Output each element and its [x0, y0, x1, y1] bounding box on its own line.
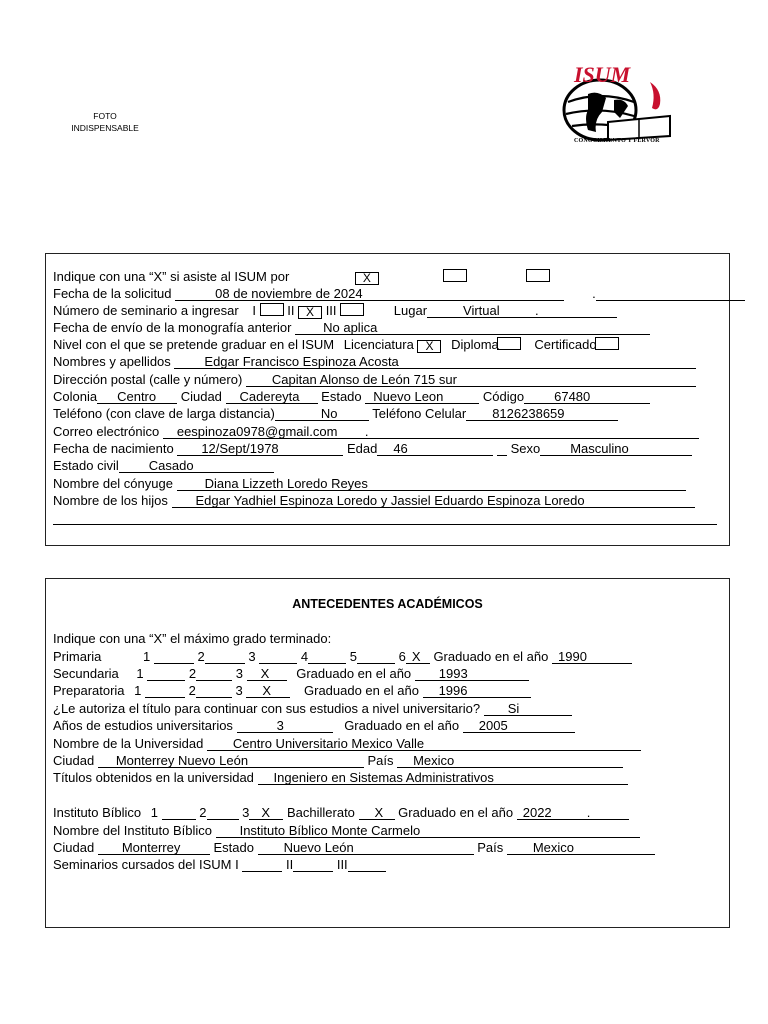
primaria-6[interactable]: X — [406, 649, 430, 665]
nacimiento-field[interactable]: 12/Sept/1978 — [177, 441, 343, 457]
edad-field[interactable]: 46 — [377, 441, 493, 457]
conyuge-row: Nombre del cónyuge Diana Lizzeth Loredo Reyes — [53, 476, 686, 492]
seminario-III-checkbox[interactable] — [340, 303, 364, 316]
inst-estado-field[interactable]: Nuevo León — [258, 840, 474, 856]
primaria-3[interactable] — [259, 649, 297, 665]
monografia-row: Fecha de envío de la monografía anterior No aplica — [53, 320, 650, 336]
secundaria-2[interactable] — [196, 666, 232, 682]
isum-logo — [558, 60, 676, 150]
primaria-5[interactable] — [357, 649, 395, 665]
primaria-1[interactable] — [154, 649, 194, 665]
seminarios-II[interactable] — [293, 857, 333, 873]
inst-pais-field[interactable]: Mexico — [507, 840, 655, 856]
secundaria-row: Secundaria 1 2 3 X Graduado en el año 1993 — [53, 666, 529, 682]
autoriza-field[interactable]: Si — [484, 701, 572, 717]
direccion-row: Dirección postal (calle y número) Capitan Alonso de León 715 sur — [53, 372, 696, 388]
anios-field[interactable]: 3 — [237, 718, 333, 734]
hijos-row: Nombre de los hijos Edgar Yadhiel Espinoza Loredo y Jassiel Eduardo Espinoza Loredo — [53, 493, 695, 509]
telefono-row: Teléfono (con clave de larga distancia) No Teléfono Celular 8126238659 — [53, 406, 618, 422]
nombres-row: Nombres y apellidos Edgar Francisco Espinoza Acosta — [53, 354, 696, 370]
colonia-row: Colonia Centro Ciudad Cadereyta Estado Nuevo Leon Código 67480 — [53, 389, 650, 405]
estado-civil-field[interactable]: Casado — [119, 458, 274, 474]
inst-ciudad-row: Ciudad Monterrey Estado Nuevo León País Mexico — [53, 840, 655, 856]
biblico-year[interactable]: 2022 — [517, 805, 587, 821]
diploma-checkbox[interactable] — [497, 337, 521, 350]
ciudad-field[interactable]: Cadereyta — [226, 389, 318, 405]
seminario-II-checkbox[interactable]: X — [298, 306, 322, 319]
biblico-row: Instituto Bíblico 1 2 3 X Bachillerato X Graduado en el año 2022 . — [53, 805, 629, 821]
titulos-field[interactable]: Ingeniero en Sistemas Administrativos — [258, 770, 628, 786]
inst-nombre-row: Nombre del Instituto Bíblico Instituto Bíblico Monte Carmelo — [53, 823, 640, 839]
seminario-I-checkbox[interactable] — [260, 303, 284, 316]
correo-field[interactable]: eespinoza0978@gmail.com — [163, 424, 363, 440]
primaria-row: Primaria 1 2 3 4 5 6 X Graduado en el año 1990 — [53, 649, 632, 665]
bachillerato-field[interactable]: X — [359, 805, 395, 821]
academic-intro: Indique con una “X” el máximo grado terminado: — [53, 631, 332, 646]
lugar-field[interactable]: Virtual — [427, 303, 507, 319]
telefono-field[interactable]: No — [275, 406, 369, 422]
secundaria-year[interactable]: 1993 — [415, 666, 529, 682]
secundaria-3[interactable]: X — [247, 666, 287, 682]
univ-ciudad-field[interactable]: Monterrey Nuevo León — [98, 753, 364, 769]
attendance-row: Indique con una “X” si asiste al ISUM por X — [53, 269, 550, 285]
academic-heading: ANTECEDENTES ACADÉMICOS — [292, 597, 483, 611]
primaria-year[interactable]: 1990 — [552, 649, 632, 665]
preparatoria-2[interactable] — [196, 683, 232, 699]
estado-field[interactable]: Nuevo Leon — [365, 389, 479, 405]
preparatoria-year[interactable]: 1996 — [423, 683, 531, 699]
attend-checkbox-1[interactable]: X — [355, 272, 379, 285]
sexo-field[interactable]: Masculino — [540, 441, 692, 457]
licenciatura-checkbox[interactable]: X — [417, 340, 441, 353]
attend-checkbox-2[interactable] — [443, 269, 467, 282]
certificado-checkbox[interactable] — [595, 337, 619, 350]
anios-row: Años de estudios universitarios 3 Graduado en el año 2005 — [53, 718, 575, 734]
hijos-extra-line[interactable] — [53, 510, 717, 526]
preparatoria-row: Preparatoria 1 2 3 X Graduado en el año 1996 — [53, 683, 531, 699]
photo-label: FOTO — [93, 111, 117, 121]
univ-year[interactable]: 2005 — [463, 718, 575, 734]
estado-civil-row: Estado civil Casado — [53, 458, 274, 474]
hijos-field[interactable]: Edgar Yadhiel Espinoza Loredo y Jassiel Eduardo Espinoza Loredo — [172, 493, 695, 509]
biblico-3[interactable]: X — [249, 805, 283, 821]
monografia-field[interactable]: No aplica — [295, 320, 650, 336]
celular-field[interactable]: 8126238659 — [466, 406, 618, 422]
nacimiento-row: Fecha de nacimiento 12/Sept/1978 Edad 46 Sexo Masculino — [53, 441, 692, 457]
colonia-field[interactable]: Centro — [97, 389, 177, 405]
conyuge-field[interactable]: Diana Lizzeth Loredo Reyes — [177, 476, 686, 492]
titulos-row: Títulos obtenidos en la universidad Ingeniero en Sistemas Administrativos — [53, 770, 628, 786]
fecha-solicitud-row: Fecha de la solicitud 08 de noviembre de 2024 . — [53, 286, 745, 302]
universidad-field[interactable]: Centro Universitario Mexico Valle — [207, 736, 641, 752]
inst-ciudad-field[interactable]: Monterrey — [98, 840, 210, 856]
seminarios-III[interactable] — [348, 857, 386, 873]
codigo-field[interactable]: 67480 — [524, 389, 650, 405]
universidad-row: Nombre de la Universidad Centro Universitario Mexico Valle — [53, 736, 641, 752]
autoriza-row: ¿Le autoriza el título para continuar con sus estudios a nivel universitario? Si — [53, 701, 572, 717]
logo-motto: CONOCIMIENTO Y FERVOR — [574, 138, 660, 144]
primaria-4[interactable] — [308, 649, 346, 665]
biblico-1[interactable] — [162, 805, 196, 821]
biblico-2[interactable] — [207, 805, 239, 821]
primaria-2[interactable] — [205, 649, 245, 665]
nombres-field[interactable]: Edgar Francisco Espinoza Acosta — [174, 354, 696, 370]
attend-checkbox-3[interactable] — [526, 269, 550, 282]
fecha-solicitud-field[interactable]: 08 de noviembre de 2024 — [175, 286, 564, 302]
photo-placeholder — [60, 110, 150, 134]
nivel-row: Nivel con el que se pretende graduar en el ISUM Licenciatura X Diploma Certificado — [53, 337, 619, 353]
inst-nombre-field[interactable]: Instituto Bíblico Monte Carmelo — [216, 823, 640, 839]
preparatoria-3[interactable]: X — [246, 683, 290, 699]
correo-row: Correo electrónico eespinoza0978@gmail.com . — [53, 424, 699, 440]
secundaria-1[interactable] — [147, 666, 185, 682]
seminarios-I[interactable] — [242, 857, 282, 873]
seminarios-row: Seminarios cursados del ISUM I II III — [53, 857, 386, 873]
univ-pais-field[interactable]: Mexico — [397, 753, 623, 769]
logo-text: ISUM — [574, 62, 631, 87]
univ-ciudad-row: Ciudad Monterrey Nuevo León País Mexico — [53, 753, 623, 769]
preparatoria-1[interactable] — [145, 683, 185, 699]
photo-required-label: INDISPENSABLE — [71, 123, 139, 133]
seminario-row: Número de seminario a ingresar I II X III Lugar Virtual . — [53, 303, 617, 319]
direccion-field[interactable]: Capitan Alonso de León 715 sur — [246, 372, 696, 388]
